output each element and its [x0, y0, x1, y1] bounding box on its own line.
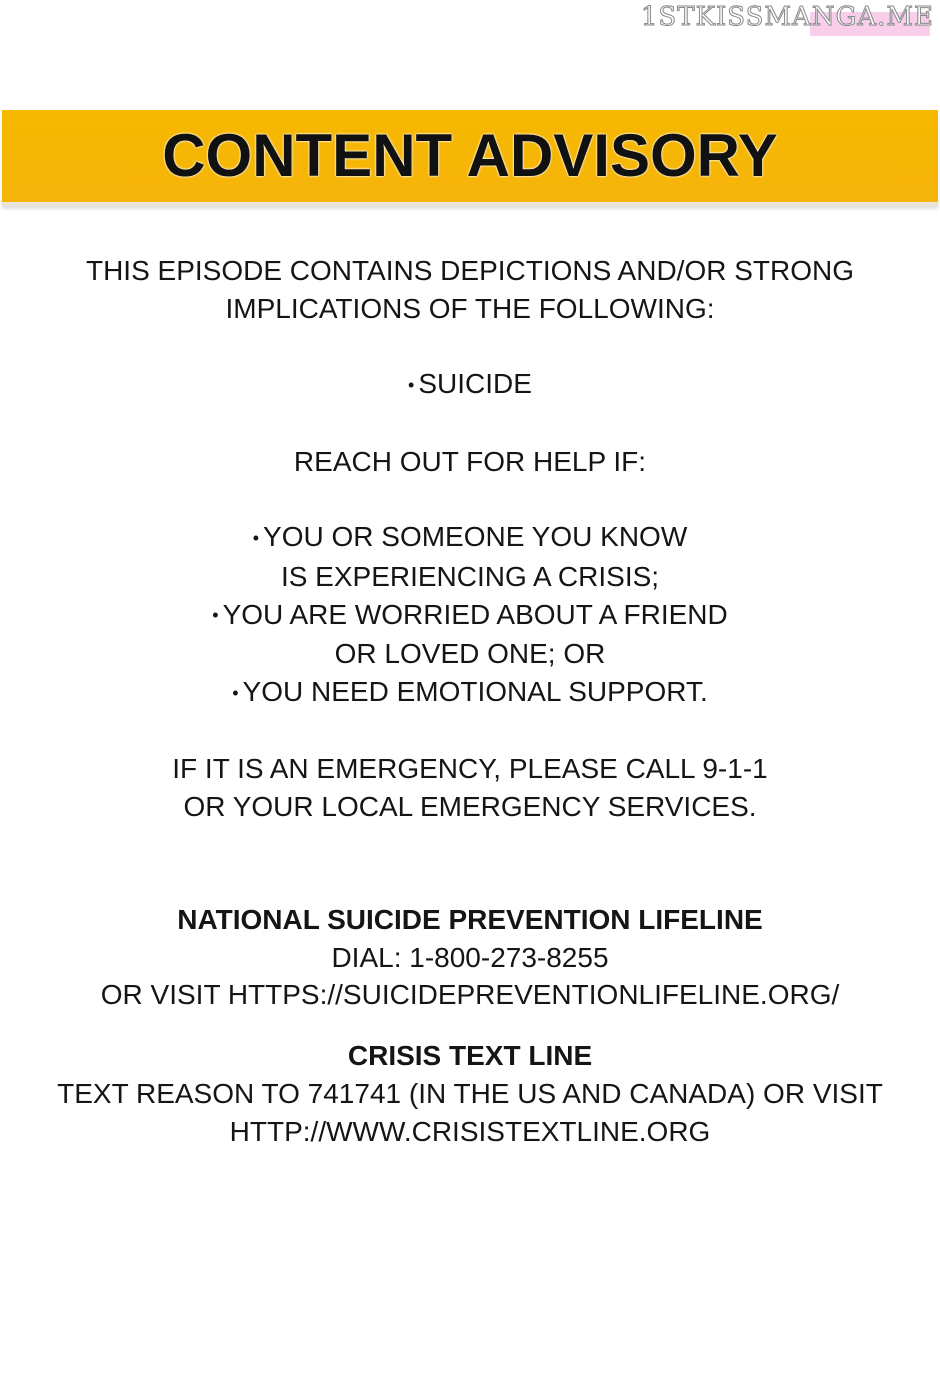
bullet-icon: • — [252, 527, 260, 548]
topic-item — [20, 365, 920, 405]
emergency-line-1: IF IT IS AN EMERGENCY, PLEASE CALL 9-1-1 — [172, 753, 768, 785]
resource-name-crisis-text: CRISIS TEXT LINE — [347, 1040, 593, 1072]
condition-text: YOU ARE WORRIED ABOUT A FRIEND — [222, 598, 728, 630]
resource-link-lifeline[interactable]: OR VISIT HTTPS://SUICIDEPREVENTIONLIFELINE.ORG/ — [100, 979, 840, 1011]
site-watermark: 1STKISSMANGA.ME — [640, 2, 934, 32]
condition-text: YOU NEED EMOTIONAL SUPPORT. — [242, 675, 708, 707]
bullet-icon: • — [232, 682, 239, 703]
emergency-line-2: OR YOUR LOCAL EMERGENCY SERVICES. — [183, 790, 757, 822]
topic-text: SUICIDE — [418, 368, 532, 400]
condition-text-continued: OR LOVED ONE; OR — [334, 638, 606, 670]
condition-item — [20, 518, 920, 558]
resource-link-crisis-text[interactable]: HTTP://WWW.CRISISTEXTLINE.ORG — [229, 1115, 711, 1147]
condition-item — [20, 596, 920, 636]
advisory-content — [20, 252, 920, 1151]
intro-line-1: THIS EPISODE CONTAINS DEPICTIONS AND/OR STRONG — [85, 255, 855, 286]
bullet-icon: • — [212, 605, 219, 626]
resource-phone-lifeline: DIAL: 1-800-273-8255 — [331, 941, 609, 973]
resource-text-crisis-text: TEXT REASON TO 741741 (IN THE US AND CANADA) OR VISIT — [57, 1077, 883, 1109]
reach-out-heading: REACH OUT FOR HELP IF: — [293, 445, 647, 477]
condition-text-continued: IS EXPERIENCING A CRISIS; — [280, 560, 660, 592]
condition-item — [20, 673, 920, 713]
bullet-icon: • — [408, 375, 415, 396]
condition-text: YOU OR SOMEONE YOU KNOW — [263, 521, 688, 553]
resource-name-lifeline: NATIONAL SUICIDE PREVENTION LIFELINE — [177, 903, 763, 935]
intro-line-2: IMPLICATIONS OF THE FOLLOWING: — [225, 292, 715, 324]
banner-title: CONTENT ADVISORY — [162, 122, 778, 189]
advisory-banner — [2, 110, 938, 206]
